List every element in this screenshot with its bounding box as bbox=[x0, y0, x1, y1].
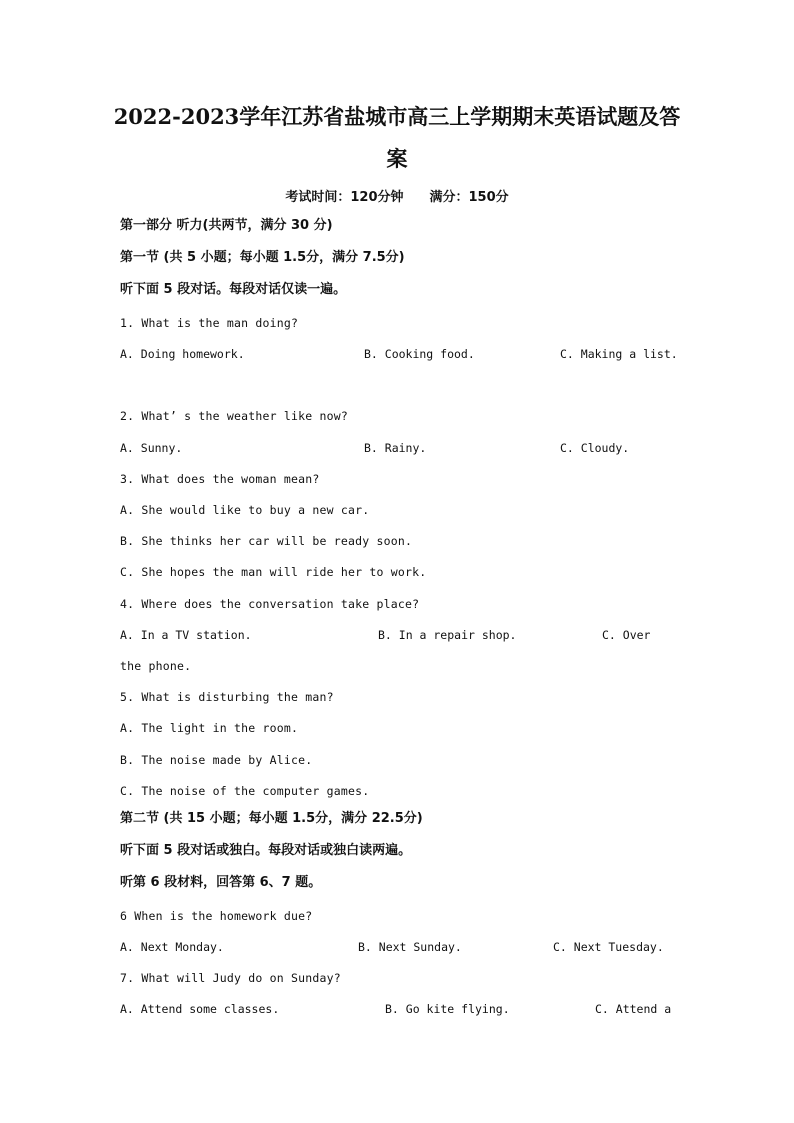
question-6: 6 When is the homework due? bbox=[120, 909, 313, 923]
q4-option-a: A. In a TV station. bbox=[120, 628, 252, 642]
q1-option-a: A. Doing homework. bbox=[120, 347, 245, 361]
document-title-line-1: 2022-2023学年江苏省盐城市高三上学期期末英语试题及答 bbox=[113, 104, 681, 129]
question-1: 1. What is the man doing? bbox=[120, 316, 299, 330]
exam-info bbox=[0, 186, 794, 205]
q3-option-b: B. She thinks her car will be ready soon. bbox=[120, 534, 413, 548]
q1-option-b: B. Cooking food. bbox=[364, 347, 475, 361]
q4-option-c-continued: the phone. bbox=[120, 659, 192, 673]
q5-option-b: B. The noise made by Alice. bbox=[120, 753, 313, 767]
q6-option-a: A. Next Monday. bbox=[120, 940, 224, 954]
section2-heading: 第二节 (共 15 小题；每小题 1.5分，满分 22.5分) bbox=[120, 811, 423, 826]
q6-option-c: C. Next Tuesday. bbox=[553, 940, 664, 954]
q7-option-c: C. Attend a bbox=[595, 1002, 672, 1016]
q2-option-b: B. Rainy. bbox=[364, 441, 427, 455]
material-6-instruction: 听第 6 段材料，回答第 6、7 题。 bbox=[120, 875, 322, 890]
question-2: 2. What’ s the weather like now? bbox=[120, 409, 348, 423]
q5-option-c: C. The noise of the computer games. bbox=[120, 784, 370, 798]
full-score: 满分：150分 bbox=[429, 190, 509, 205]
question-4: 4. Where does the conversation take place? bbox=[120, 597, 420, 611]
q3-option-a: A. She would like to buy a new car. bbox=[120, 503, 370, 517]
section1-instruction: 听下面 5 段对话。每段对话仅读一遍。 bbox=[120, 282, 347, 297]
q5-option-a: A. The light in the room. bbox=[120, 721, 299, 735]
q3-option-c: C. She hopes the man will ride her to work. bbox=[120, 565, 427, 579]
q7-option-b: B. Go kite flying. bbox=[385, 1002, 510, 1016]
question-3: 3. What does the woman mean? bbox=[120, 472, 320, 486]
exam-time: 考试时间：120分钟 bbox=[285, 190, 404, 205]
part1-heading: 第一部分 听力(共两节，满分 30 分) bbox=[120, 218, 333, 233]
section2-instruction: 听下面 5 段对话或独白。每段对话或独白读两遍。 bbox=[120, 843, 412, 858]
question-5: 5. What is disturbing the man? bbox=[120, 690, 334, 704]
q2-option-a: A. Sunny. bbox=[120, 441, 183, 455]
q1-option-c: C. Making a list. bbox=[560, 347, 678, 361]
q6-option-b: B. Next Sunday. bbox=[358, 940, 462, 954]
q7-option-a: A. Attend some classes. bbox=[120, 1002, 280, 1016]
q2-option-c: C. Cloudy. bbox=[560, 441, 630, 455]
q4-option-c: C. Over bbox=[602, 628, 651, 642]
q4-option-b: B. In a repair shop. bbox=[378, 628, 517, 642]
question-7: 7. What will Judy do on Sunday? bbox=[120, 971, 341, 985]
section1-heading: 第一节 (共 5 小题；每小题 1.5分，满分 7.5分) bbox=[120, 250, 405, 265]
document-title-line-2: 案 bbox=[386, 146, 408, 171]
